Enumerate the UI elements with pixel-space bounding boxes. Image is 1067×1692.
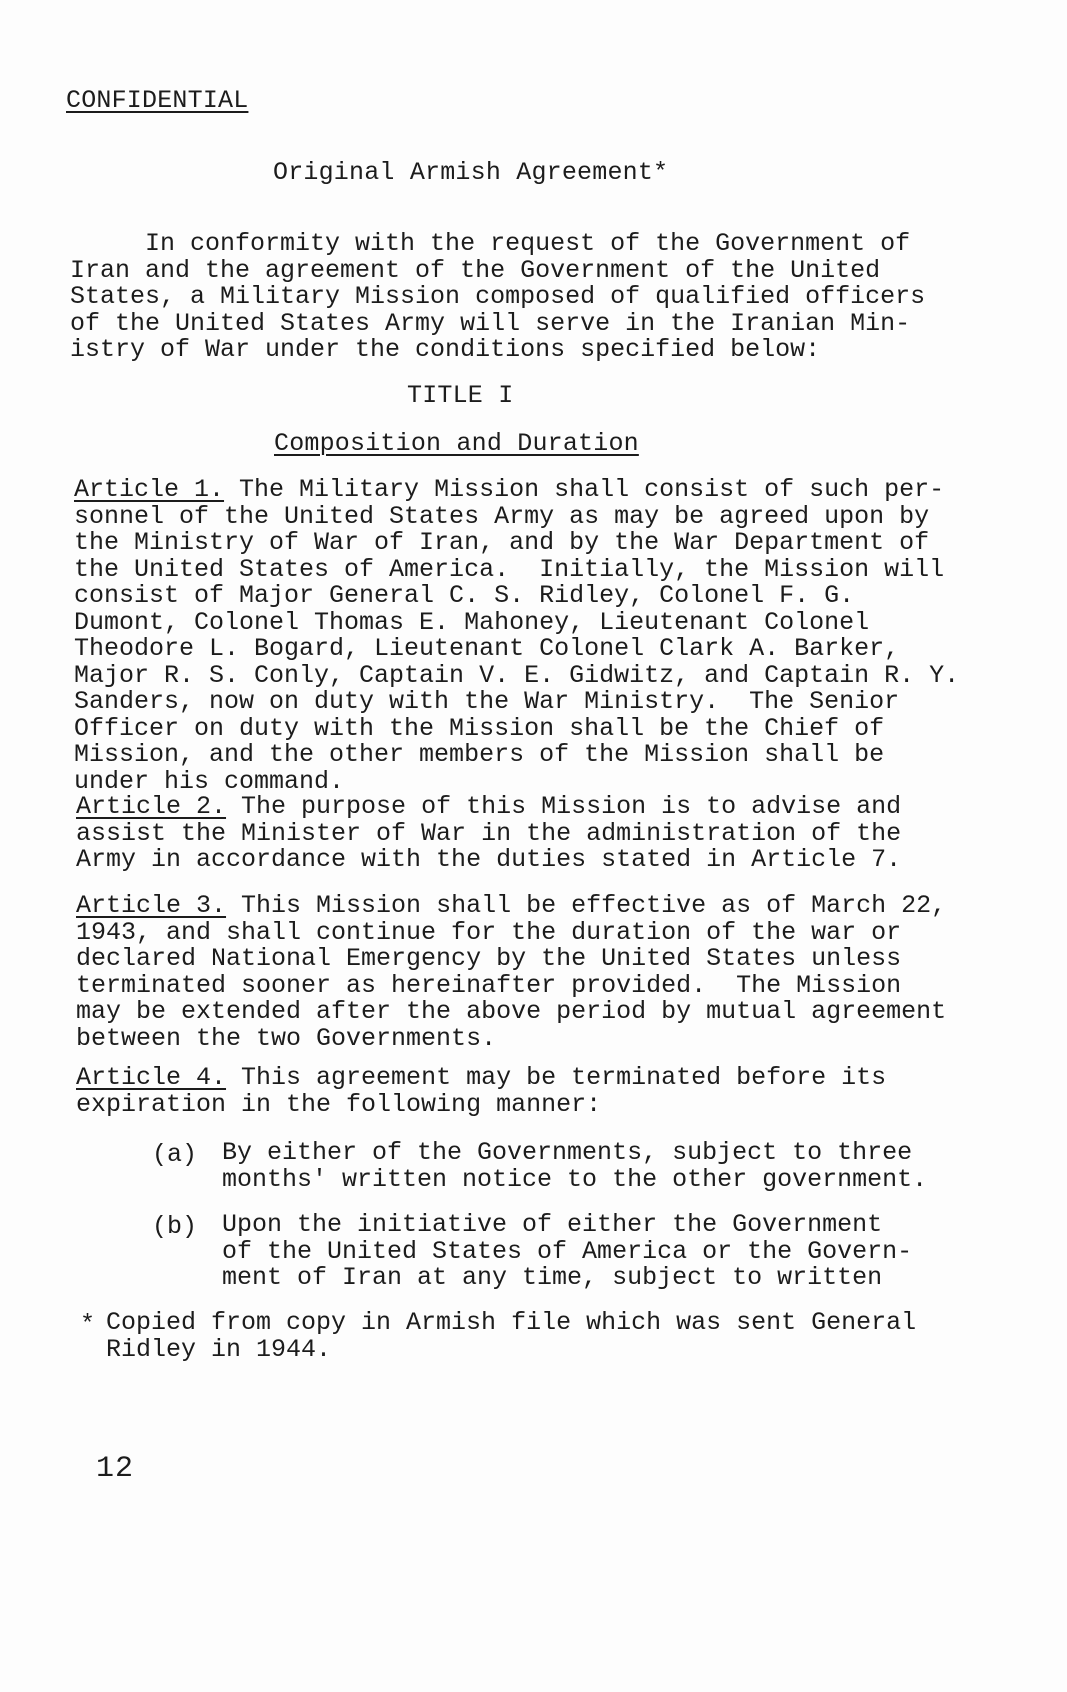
intro-line: Iran and the agreement of the Government of the United: [70, 255, 881, 285]
article-3-first-line: This Mission shall be effective as of March 22,: [226, 891, 947, 920]
article-line: may be extended after the above period by mutual agreement: [76, 997, 947, 1026]
subitem-b-marker: (b): [152, 1212, 198, 1241]
intro-paragraph: [70, 231, 925, 364]
article-line: Major R. S. Conly, Captain V. E. Gidwitz, and Captain R. Y.: [74, 660, 960, 690]
article-line: the United States of America. Initially, the Mission will: [74, 554, 945, 584]
subitem-a: [222, 1140, 927, 1193]
subitem-line: months' written notice to the other government.: [222, 1164, 928, 1194]
article-line: assist the Minister of War in the administration of the: [76, 818, 902, 848]
intro-line: of the United States Army will serve in the Iranian Min-: [70, 308, 911, 338]
intro-line: In conformity with the request of the Government of: [70, 229, 911, 258]
article-line: Dumont, Colonel Thomas E. Mahoney, Lieutenant Colonel: [74, 607, 870, 637]
article-line: 1943, and shall continue for the duration of the war or: [76, 917, 902, 947]
subitem-line: Upon the initiative of either the Government: [222, 1210, 883, 1239]
article-line: the Ministry of War of Iran, and by the War Department of: [74, 528, 930, 557]
article-3-label: Article 3.: [76, 891, 227, 920]
article-line: terminated sooner as hereinafter provided. The Mission: [76, 970, 902, 1000]
intro-line: istry of War under the conditions specified below:: [70, 335, 821, 364]
article-line: under his command.: [74, 766, 345, 796]
subitem-b: [222, 1212, 912, 1292]
section-subtitle: Composition and Duration: [274, 429, 639, 458]
article-2-first-line: The purpose of this Mission is to advise and: [226, 792, 902, 821]
classification-marking: CONFIDENTIAL: [66, 86, 249, 115]
footnote: [106, 1310, 916, 1363]
article-line: Sanders, now on duty with the War Ministry. The Senior: [74, 687, 900, 716]
article-line: consist of Major General C. S. Ridley, Colonel F. G.: [74, 581, 855, 610]
intro-line: States, a Military Mission composed of qualified officers: [70, 282, 926, 311]
subitem-a-marker: (a): [152, 1140, 198, 1169]
page-number: 12: [96, 1452, 135, 1486]
subitem-line: ment of Iran at any time, subject to written: [222, 1263, 883, 1292]
article-line: expiration in the following manner:: [76, 1089, 602, 1119]
article-1-first-line: The Military Mission shall consist of such per-: [224, 475, 945, 504]
article-line: Officer on duty with the Mission shall be the Chief of: [74, 713, 885, 743]
article-3: [76, 893, 946, 1052]
article-4-first-line: This agreement may be terminated before its: [226, 1063, 887, 1092]
article-2-label: Article 2.: [76, 792, 227, 821]
article-1-label: Article 1.: [74, 475, 225, 504]
section-title: TITLE I: [407, 381, 514, 410]
footnote-line: Copied from copy in Armish file which was sent General: [106, 1308, 917, 1337]
article-line: Army in accordance with the duties stated in Article 7.: [76, 845, 902, 874]
article-line: Theodore L. Bogard, Lieutenant Colonel Clark A. Barker,: [74, 634, 900, 663]
footnote-line: Ridley in 1944.: [106, 1334, 332, 1364]
subitem-line: of the United States of America or the Govern-: [222, 1236, 913, 1266]
footnote-marker: *: [80, 1310, 96, 1339]
document-title: Original Armish Agreement*: [273, 158, 669, 187]
article-2: [76, 794, 901, 874]
article-line: between the two Governments.: [76, 1023, 497, 1053]
article-1: [74, 477, 959, 795]
article-line: declared National Emergency by the United States unless: [76, 944, 902, 973]
article-line: Mission, and the other members of the Mission shall be: [74, 740, 885, 769]
article-4: [76, 1065, 886, 1118]
article-line: sonnel of the United States Army as may be agreed upon by: [74, 501, 930, 531]
article-4-label: Article 4.: [76, 1063, 227, 1092]
subitem-line: By either of the Governments, subject to three: [222, 1138, 913, 1167]
